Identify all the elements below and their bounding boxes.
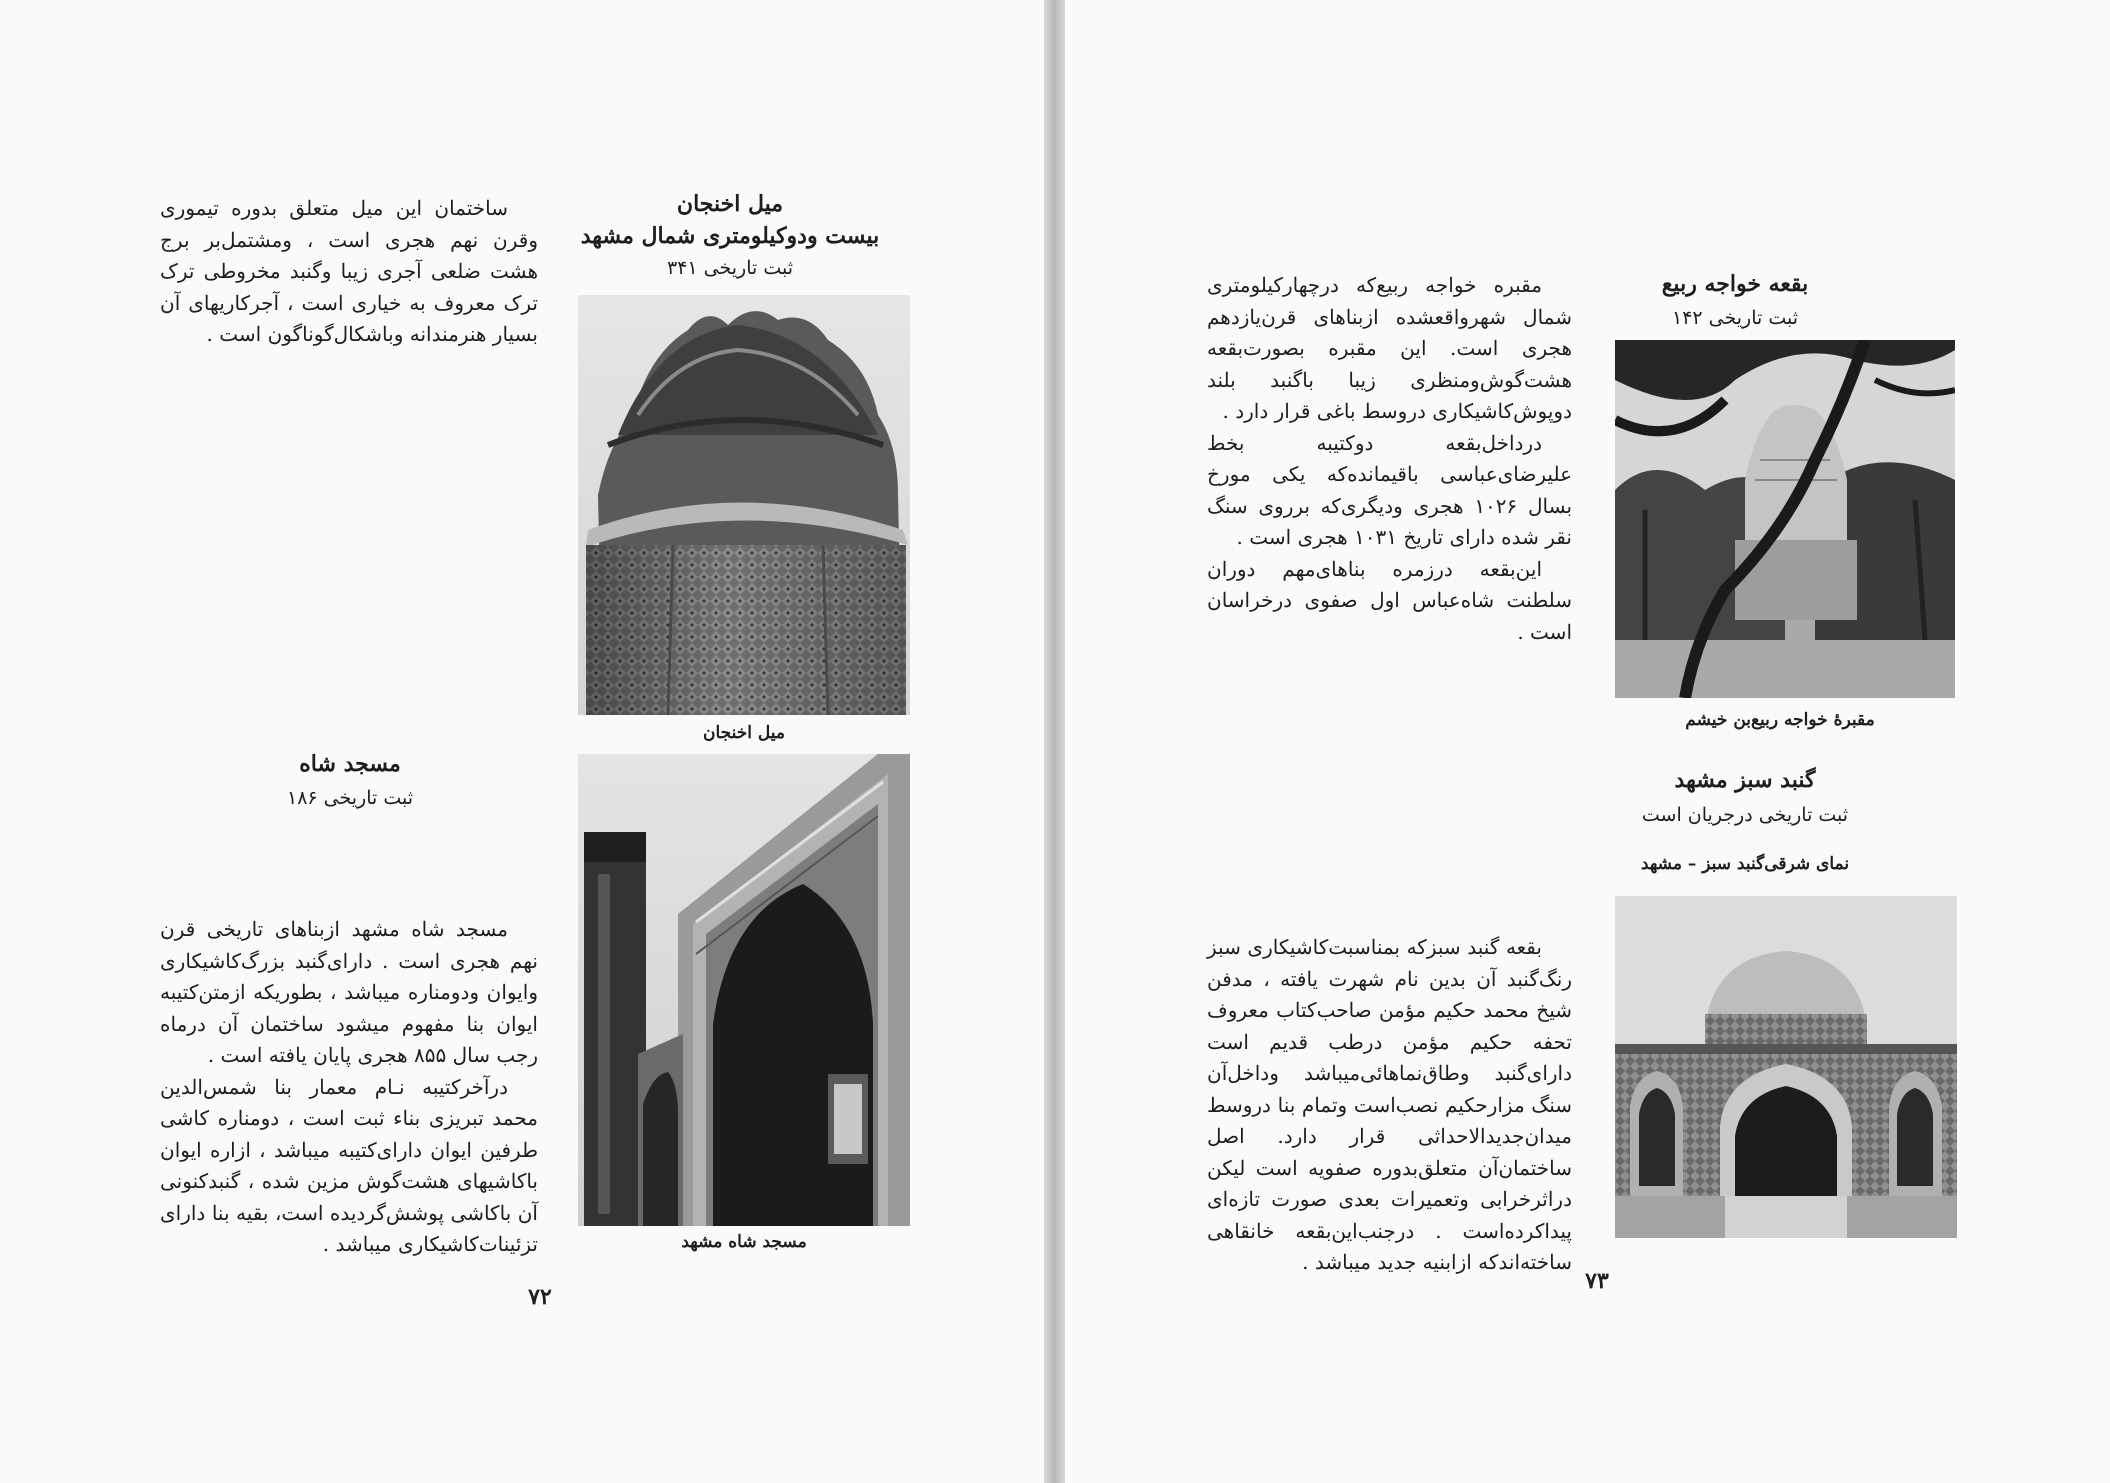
meel-caption: میل اخنجان xyxy=(702,723,786,743)
page-number-left: ۷۲ xyxy=(528,1284,552,1310)
rabi-paragraph-1: مقبره خواجه ربیع‌که درچهارکیلومتری شمال شهرواقعشده ازبناهای قرن‌یازدهم هجری است. این مقبره بصورت‌بقعه هشت‌گوش‌ومنظری زیبا باگنبد بلند دوپوش‌کاشیکاری دروسط باغی قرار دارد . xyxy=(1207,273,1572,423)
left-page xyxy=(0,0,1044,1483)
mosque-caption: مسجد شاه مشهد xyxy=(681,1232,807,1252)
mosque-paragraph-1: مسجد شاه مشهد ازبناهای تاریخی قرن نهم هجری است . دارای‌گنبد بزرگ‌کاشیکاری وایوان ودومناره میباشد ، بطوریکه ازمتن‌کتیبه ایوان بنا مفهوم میشود ساختمان آن درماه رجب سال ۸۵۵ هجری پایان یافته است . xyxy=(160,917,538,1067)
rabi-photo xyxy=(1615,340,1955,698)
meel-subtitle: بیست ودوکیلومتری شمال مشهد xyxy=(580,223,880,249)
rabi-paragraph-3: این‌بقعه درزمره بناهای‌مهم دوران سلطنت شاه‌عباس اول صفوی درخراسان است . xyxy=(1207,556,1572,644)
meel-title: میل اخنجان xyxy=(676,191,784,217)
rabi-caption: مقبرهٔ خواجه ربیع‌بن خیشم xyxy=(1685,710,1875,730)
meel-description xyxy=(160,193,538,351)
mosque-title: مسجد شاه xyxy=(299,751,401,777)
gonbad-description xyxy=(1207,932,1572,1279)
rabi-description xyxy=(1207,270,1572,648)
meel-registry: ثبت تاریخی ۳۴۱ xyxy=(666,257,794,279)
mosque-photo xyxy=(578,754,910,1226)
rabi-paragraph-2: درداخل‌بقعه دوکتیبه بخط علیرضای‌عباسی باقیمانده‌که یکی مورخ بسال ۱۰۲۶ هجری ودیگری‌که برروی سنگ نقر شده دارای تاریخ ۱۰۳۱ هجری است . xyxy=(1207,430,1573,549)
mosque-registry: ثبت تاریخی ۱۸۶ xyxy=(286,787,414,809)
rabi-registry: ثبت تاریخی ۱۴۲ xyxy=(1671,307,1799,329)
gonbad-photo xyxy=(1615,896,1957,1238)
meel-paragraph: ساختمان این میل متعلق بدوره تیموری وقرن نهم هجری است ، ومشتمل‌بر برج هشت ضلعی آجری زیبا وگنبد مخروطی ترک ترک معروف به خیاری است ، آجرکاریهای آن بسیار هنرمندانه وباشکال‌گوناگون است . xyxy=(160,196,538,346)
right-page xyxy=(1065,0,2110,1483)
page-number-right: ۷۳ xyxy=(1585,1268,1609,1294)
gonbad-caption: نمای شرقی‌گنبد سبز – مشهد xyxy=(1640,854,1850,874)
gonbad-title: گنبد سبز مشهد xyxy=(1674,767,1816,793)
gonbad-paragraph: بقعه گنبد سبزکه بمناسبت‌کاشیکاری سبز رنگ‌گنبد آن بدین نام شهرت یافته ، مدفن شیخ محمد حکیم مؤمن صاحب‌کتاب معروف تحفه حکیم مؤمن درطب قدیم است دارای‌گنبد وطاق‌نماهائی‌میباشد وداخل‌آن سنگ مزارحکیم نصب‌است وتمام بنا دروسط میدان‌جدیدالاحداثی قرار دارد. اصل ساختمان‌آن متعلق‌بدوره صفویه است لیکن دراثرخرابی وتعمیرات بعدی صورت تازه‌ای پیداکرده‌است . درجنب‌این‌بقعه خانقاهی ساخته‌اندکه ازابنیه جدید میباشد . xyxy=(1207,935,1572,1274)
rabi-title: بقعه خواجه ربیع xyxy=(1661,271,1809,297)
mosque-paragraph-2: درآخرکتیبه نـام معمار بنا شمس‌الدین محمد تبریزی بناء ثبت است ، دومناره کاشی طرفین ایوان دارای‌کتیبه میباشد ، ازاره ایوان باکاشیهای هشت‌گوش مزین شده ، گنبدکنونی آن باکاشی پوشش‌گردیده است، بقیه بنا دارای تزئینات‌کاشیکاری میباشد . xyxy=(160,1074,538,1256)
gonbad-registry: ثبت تاریخی درجریان است xyxy=(1641,804,1849,826)
meel-photo xyxy=(578,295,910,715)
book-gutter xyxy=(1044,0,1065,1483)
mosque-description xyxy=(160,914,538,1261)
